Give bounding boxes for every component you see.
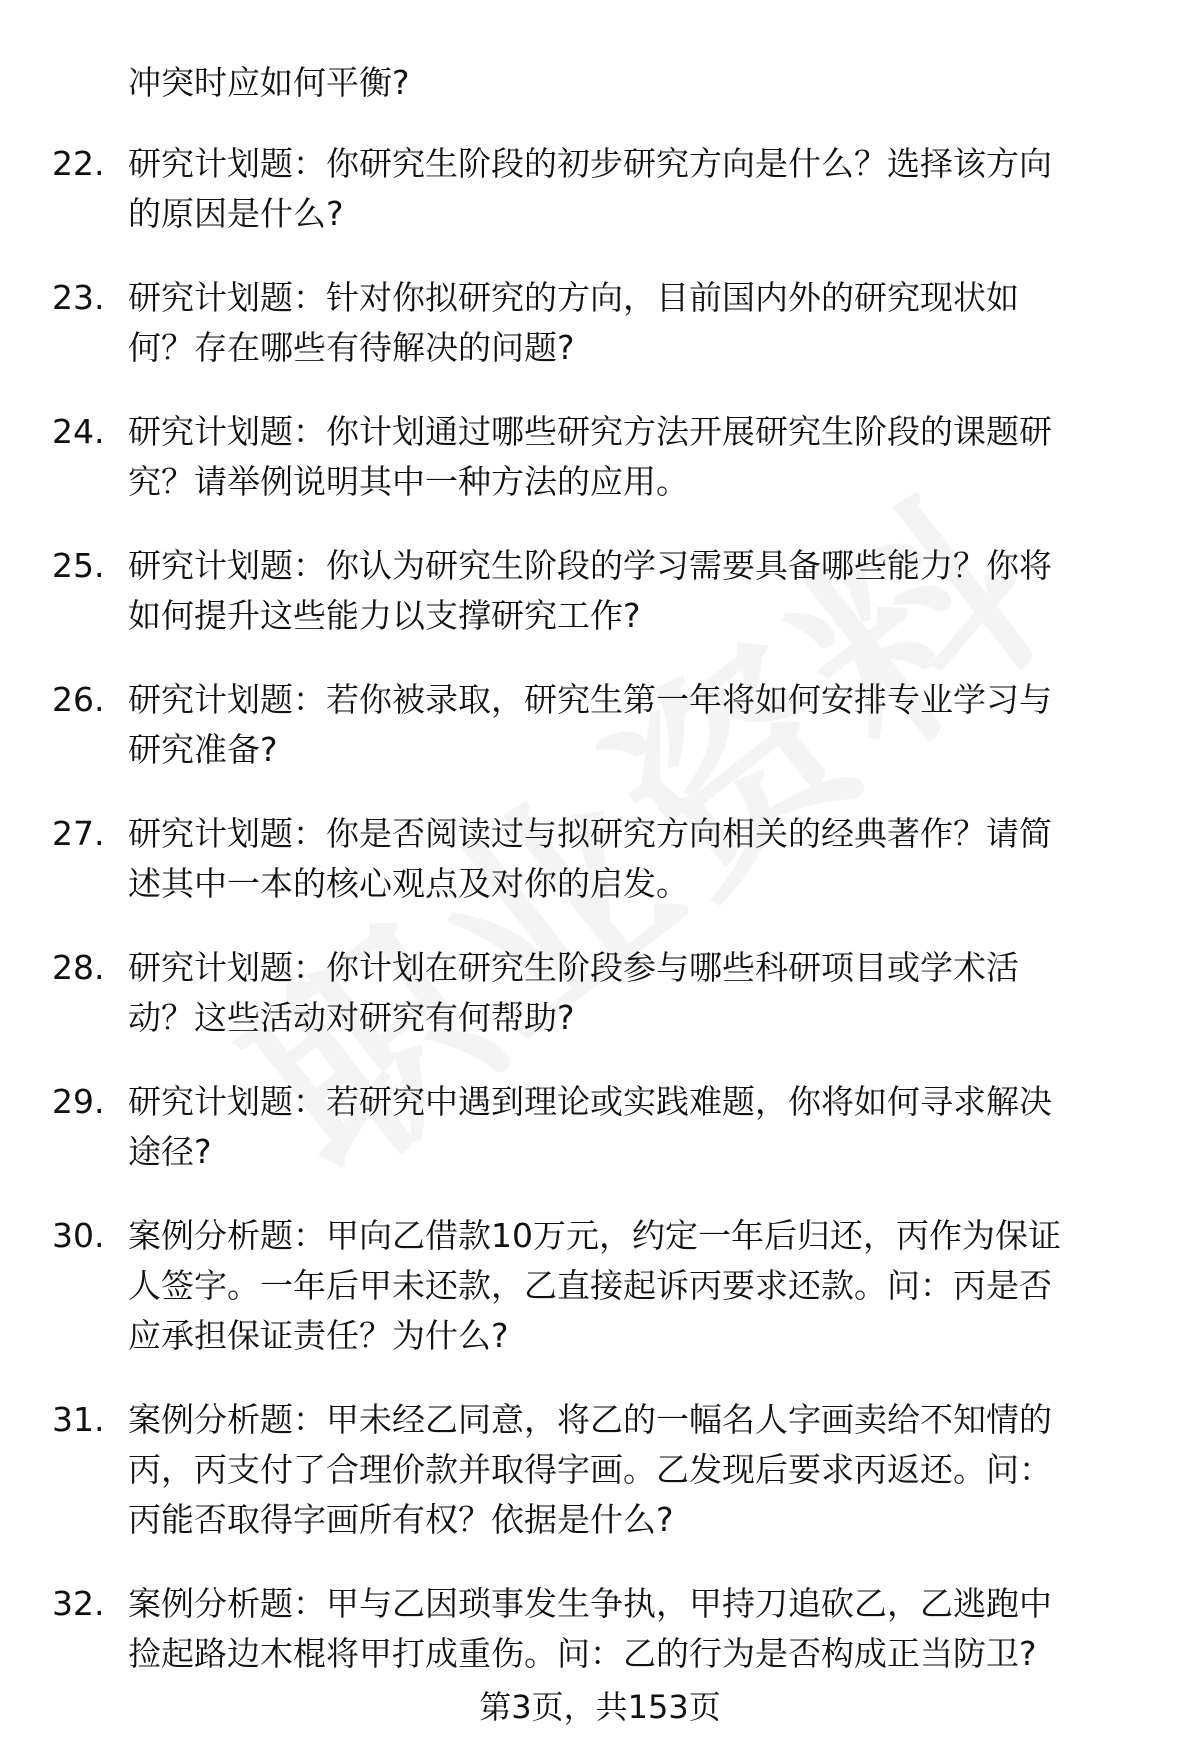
- question-item: [0, 541, 1200, 641]
- question-list: [0, 139, 1200, 1713]
- question-number: 25.: [52, 546, 105, 585]
- question-number: 31.: [52, 1400, 105, 1439]
- question-item: [0, 1211, 1200, 1361]
- question-item: [0, 273, 1200, 373]
- question-number: 23.: [52, 278, 105, 317]
- question-item: [0, 1077, 1200, 1177]
- page-footer: 第3页，共153页: [479, 1688, 721, 1726]
- question-text: 研究计划题：你认为研究生阶段的学习需要具备哪些能力？你将 如何提升这些能力以支撑研究工作?: [128, 546, 1052, 635]
- question-text: 研究计划题：你计划在研究生阶段参与哪些科研项目或学术活 动？这些活动对研究有何帮助?: [128, 948, 1019, 1037]
- question-item: [0, 139, 1200, 239]
- question-item: [0, 1395, 1200, 1545]
- question-number: 29.: [52, 1082, 105, 1121]
- question-number: 32.: [52, 1584, 105, 1623]
- question-text: 研究计划题：你研究生阶段的初步研究方向是什么？选择该方向 的原因是什么?: [128, 144, 1052, 233]
- question-text: 案例分析题：甲未经乙同意，将乙的一幅名人字画卖给不知情的 丙，丙支付了合理价款并取得字画。乙发现后要求丙返还。问： 丙能否取得字画所有权？依据是什么?: [128, 1400, 1052, 1539]
- question-item: [0, 809, 1200, 909]
- question-text: 案例分析题：甲与乙因琐事发生争执，甲持刀追砍乙，乙逃跑中 捡起路边木棍将甲打成重伤。问：乙的行为是否构成正当防卫?: [128, 1584, 1052, 1673]
- question-item: [0, 407, 1200, 507]
- question-item: [0, 1579, 1200, 1679]
- question-item: [0, 675, 1200, 775]
- question-text: 研究计划题：你计划通过哪些研究方法开展研究生阶段的课题研 究？请举例说明其中一种方法的应用。: [128, 412, 1052, 501]
- question-text: 研究计划题：针对你拟研究的方向，目前国内外的研究现状如 何？存在哪些有待解决的问题?: [128, 278, 1019, 367]
- question-text: 研究计划题：你是否阅读过与拟研究方向相关的经典著作？请简 述其中一本的核心观点及对你的启发。: [128, 814, 1052, 903]
- question-text: 案例分析题：甲向乙借款10万元，约定一年后归还，丙作为保证 人签字。一年后甲未还款，乙直接起诉丙要求还款。问：丙是否 应承担保证责任？为什么?: [128, 1216, 1061, 1355]
- question-number: 28.: [52, 948, 105, 987]
- question-item: [0, 943, 1200, 1043]
- question-number: 30.: [52, 1216, 105, 1255]
- question-number: 24.: [52, 412, 105, 451]
- question-number: 27.: [52, 814, 105, 853]
- question-text: 研究计划题：若你被录取，研究生第一年将如何安排专业学习与 研究准备?: [128, 680, 1052, 769]
- question-text: 研究计划题：若研究中遇到理论或实践难题，你将如何寻求解决 途径?: [128, 1082, 1052, 1171]
- question-number: 26.: [52, 680, 105, 719]
- continued-question-text: 冲突时应如何平衡?: [128, 63, 410, 102]
- question-number: 22.: [52, 144, 105, 183]
